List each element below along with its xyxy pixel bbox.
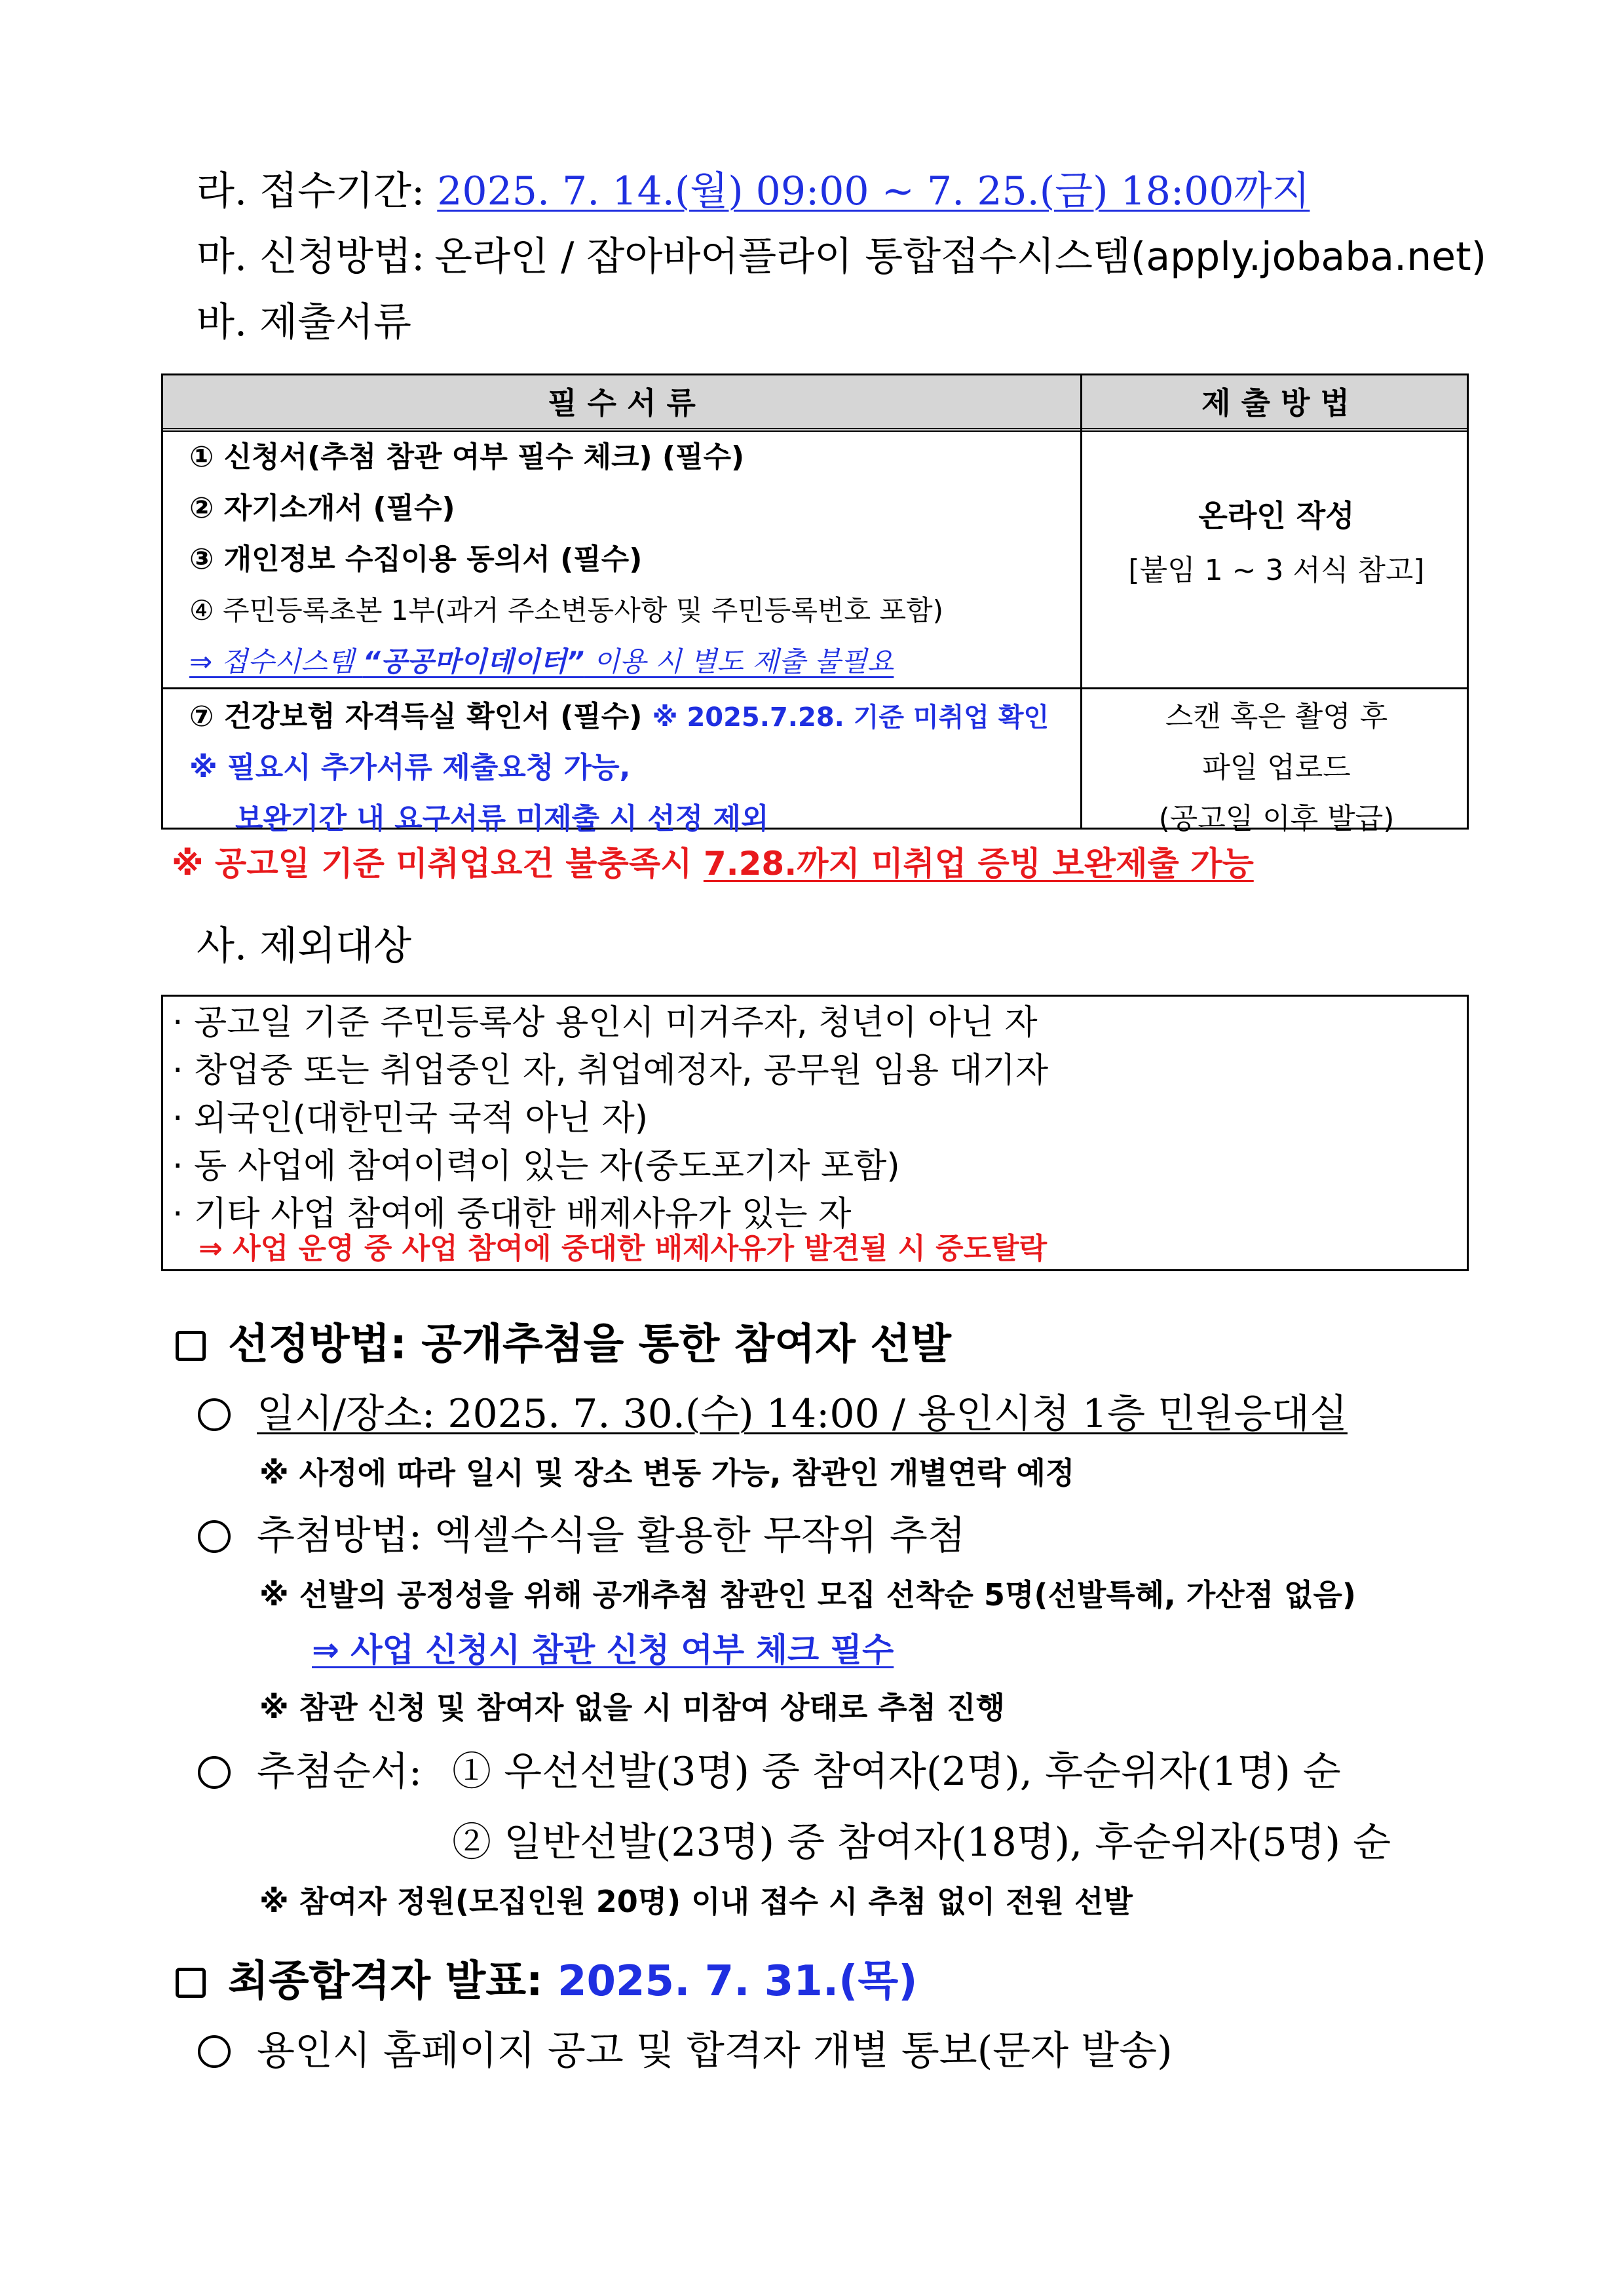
exclusion-item: · 동 사업에 참여이력이 있는 자(중도포기자 포함) xyxy=(172,1147,900,1186)
exclusion-item: · 기타 사업 참여에 중대한 배제사유가 있는 자 xyxy=(172,1195,852,1234)
red-notice: ※ 공고일 기준 미취업요건 불충족시 7.28.까지 미취업 증빙 보완제출 가능 xyxy=(172,845,1254,883)
method-value: 온라인 / 잡아바어플라이 통합접수시스템(apply.jobaba.net) xyxy=(434,234,1486,280)
documents-table xyxy=(161,373,1469,835)
table-header xyxy=(163,375,1467,432)
method-label: 마. 신청방법: xyxy=(197,234,425,280)
doc-item-privacy-consent: ③ 개인정보 수집이용 동의서 (필수) xyxy=(189,543,643,576)
exclusions-heading: 사. 제외대상 xyxy=(197,923,411,969)
circle-bullet-icon xyxy=(198,1520,231,1553)
selection-draw-note2: ※ 참관 신청 및 참여자 없을 시 미참여 상태로 추첨 진행 xyxy=(259,1690,1006,1725)
selection-order-note: ※ 참여자 정원(모집인원 20명) 이내 접수 시 추첨 없이 전원 선발 xyxy=(259,1884,1133,1919)
doc-item-self-intro: ② 자기소개서 (필수) xyxy=(189,491,455,525)
doc-item-health-insurance: ⑦ 건강보험 자격득실 확인서 (필수) ※ 2025.7.28. 기준 미취업 확인 xyxy=(189,700,1049,733)
selection-draw-check: ⇒ 사업 신청시 참관 신청 여부 체크 필수 xyxy=(312,1631,894,1669)
selection-order-1: ① 우선선발(3명) 중 참여자(2명), 후순위자(1명) 순 xyxy=(452,1749,1341,1795)
doc-note-mydata: ⇒ 접수시스템 “공공마이데이터” 이용 시 별도 제출 불필요 xyxy=(189,645,894,678)
header-documents: 필 수 서 류 xyxy=(548,385,696,421)
method-issue-date: (공고일 이후 발급) xyxy=(1158,802,1395,835)
method-online: 온라인 작성 xyxy=(1198,498,1355,533)
exclusion-item: · 공고일 기준 주민등록상 용인시 미거주자, 청년이 아닌 자 xyxy=(172,1003,1038,1043)
doc-item-application: ① 신청서(추첨 참관 여부 필수 체크) (필수) xyxy=(189,440,745,474)
final-heading: 최종합격자 발표: 2025. 7. 31.(목) xyxy=(176,1955,917,2008)
exclusion-item: · 창업중 또는 취업중인 자, 취업예정자, 공무원 임용 대기자 xyxy=(172,1051,1049,1090)
period-line xyxy=(197,165,1310,218)
selection-date-place: 일시/장소: 2025. 7. 30.(수) 14:00 / 용인시청 1층 민원응대실 xyxy=(198,1388,1348,1440)
circle-bullet-icon xyxy=(198,2035,231,2068)
doc-item-resident-record: ④ 주민등록초본 1부(과거 주소변동사항 및 주민등록번호 포함) xyxy=(189,594,943,626)
method-line xyxy=(197,231,1486,283)
doc-extra-request: ※ 필요시 추가서류 제출요청 가능, xyxy=(189,751,631,784)
method-scan: 스캔 혹은 촬영 후 xyxy=(1165,700,1388,733)
selection-heading: 선정방법: 공개추첨을 통한 참여자 선발 xyxy=(176,1318,951,1371)
header-submission-method: 제 출 방 법 xyxy=(1201,385,1350,421)
circle-bullet-icon xyxy=(198,1756,231,1789)
selection-date-note: ※ 사정에 따라 일시 및 장소 변동 가능, 참관인 개별연락 예정 xyxy=(259,1455,1075,1491)
period-label: 라. 접수기간: xyxy=(197,168,425,214)
exclusion-warning: ⇒ 사업 운영 중 사업 참여에 중대한 배제사유가 발견될 시 중도탈락 xyxy=(198,1232,1048,1265)
final-detail: 용인시 홈페이지 공고 및 합격자 개별 통보(문자 발송) xyxy=(198,2025,1172,2077)
docs-heading: 바. 제출서류 xyxy=(197,299,411,345)
selection-order: 추첨순서: xyxy=(198,1746,422,1798)
checkbox-square-icon xyxy=(176,1968,206,1998)
period-value: 2025. 7. 14.(월) 09:00 ~ 7. 25.(금) 18:00까지 xyxy=(437,168,1310,214)
selection-draw-note: ※ 선발의 공정성을 위해 공개추첨 참관인 모집 선착순 5명(선발특혜, 가산점 없음) xyxy=(259,1577,1356,1613)
circle-bullet-icon xyxy=(198,1398,231,1431)
exclusion-item: · 외국인(대한민국 국적 아닌 자) xyxy=(172,1099,649,1138)
checkbox-square-icon xyxy=(176,1331,206,1361)
method-upload: 파일 업로드 xyxy=(1202,751,1351,784)
doc-extra-exclusion: 보완기간 내 요구서류 미제출 시 선정 제외 xyxy=(235,802,769,835)
row-divider xyxy=(163,687,1467,689)
method-online-ref: [붙임 1 ~ 3 서식 참고] xyxy=(1128,554,1425,587)
selection-order-2: ② 일반선발(23명) 중 참여자(18명), 후순위자(5명) 순 xyxy=(452,1820,1391,1866)
exclusions-box xyxy=(161,995,1469,1271)
selection-draw-method: 추첨방법: 엑셀수식을 활용한 무작위 추첨 xyxy=(198,1510,966,1562)
